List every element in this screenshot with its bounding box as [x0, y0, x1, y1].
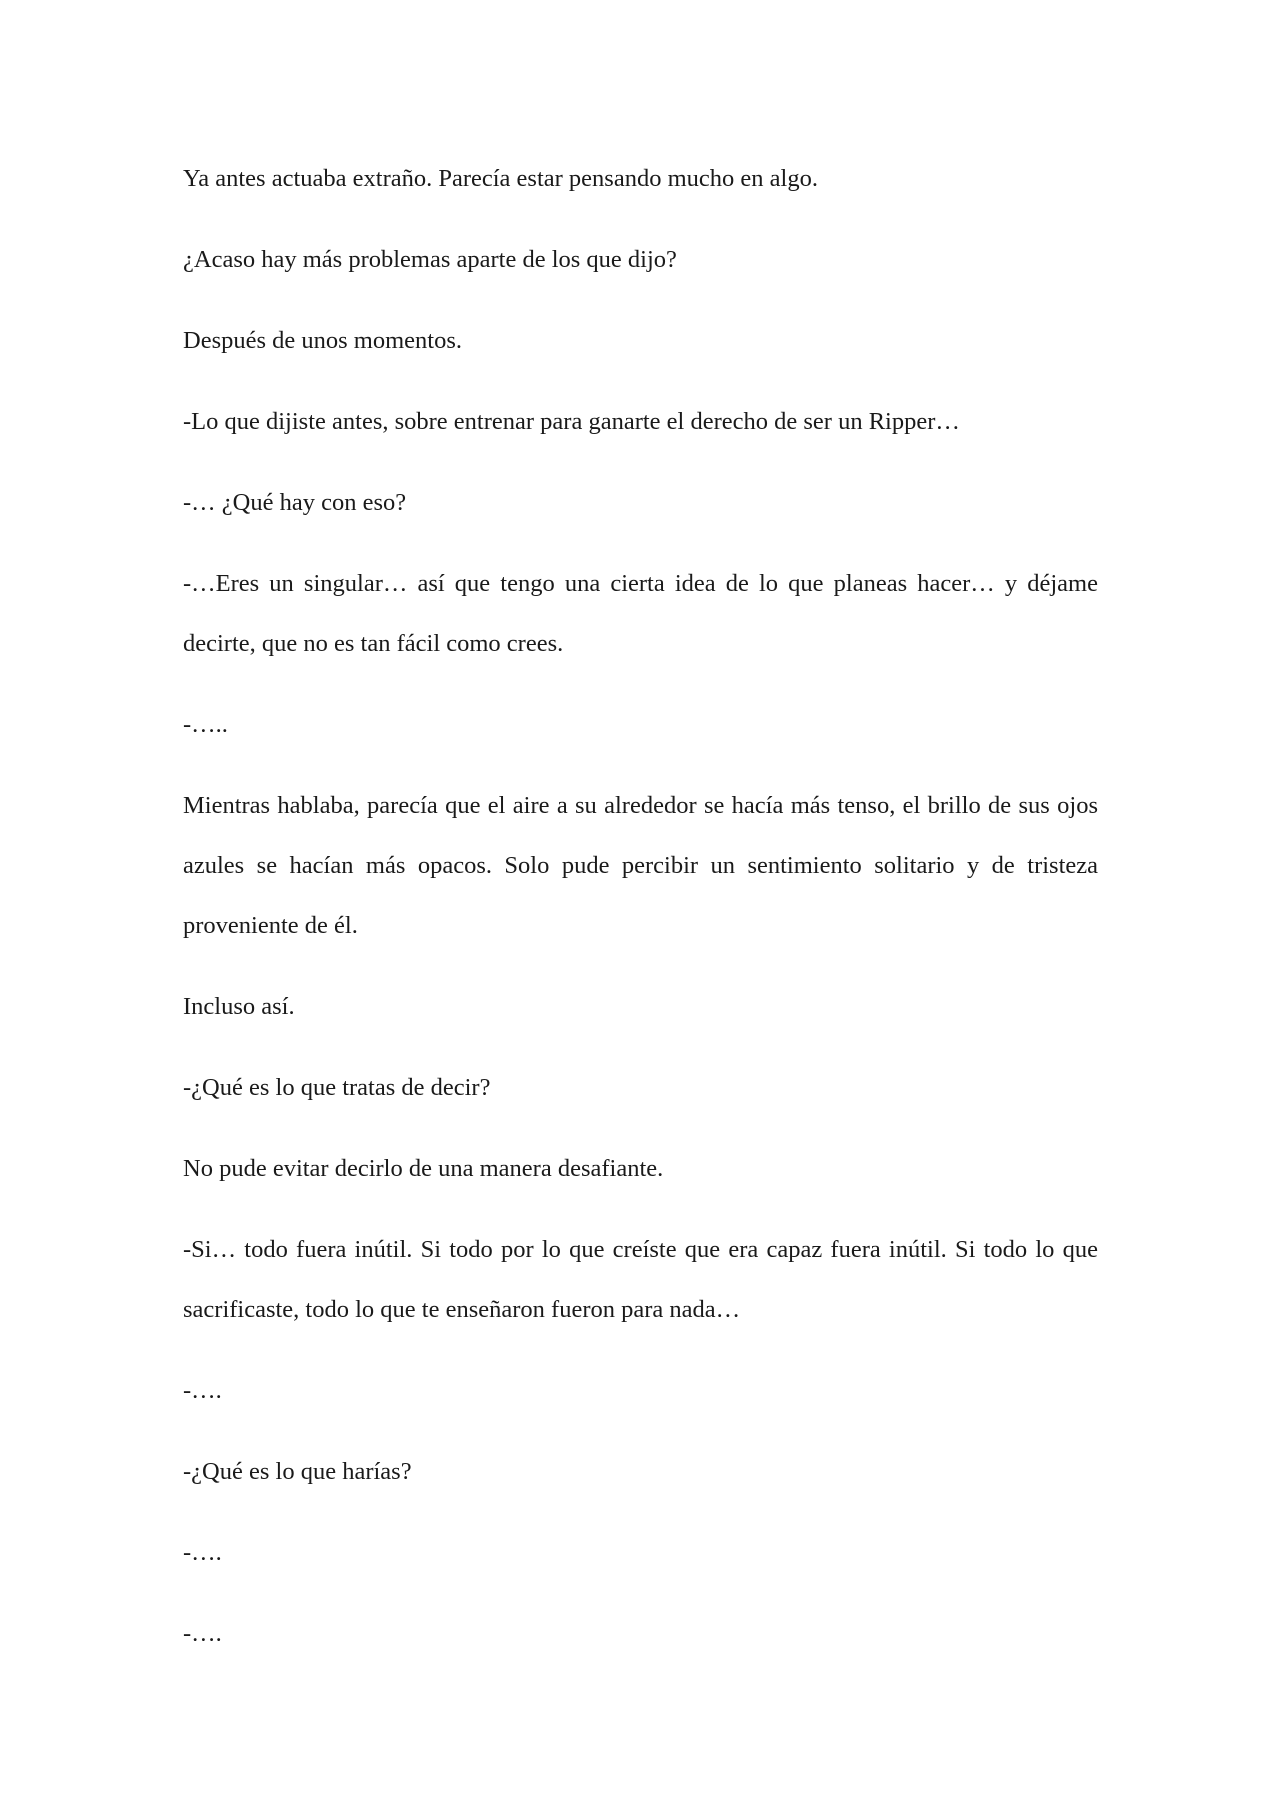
paragraph: -Lo que dijiste antes, sobre entrenar para ganarte el derecho de ser un Ripper…: [183, 408, 960, 435]
paragraph: -¿Qué es lo que tratas de decir?: [183, 1074, 491, 1101]
paragraph: -….: [183, 1620, 222, 1647]
paragraph: -… ¿Qué hay con eso?: [183, 489, 407, 516]
paragraph: Ya antes actuaba extraño. Parecía estar pensando mucho en algo.: [183, 165, 818, 192]
paragraph: -¿Qué es lo que harías?: [183, 1458, 412, 1485]
paragraph: -…..: [183, 711, 228, 738]
paragraph: Después de unos momentos.: [183, 327, 462, 354]
paragraph: No pude evitar decirlo de una manera desafiante.: [183, 1155, 664, 1182]
paragraph: -….: [183, 1539, 222, 1566]
paragraph: Mientras hablaba, parecía que el aire a su alrededor se hacía más tenso, el brillo de sus ojos azules se hacían más opacos. Solo pude percibir un sentimiento solitario y de tristeza proveniente de él.: [183, 792, 1098, 939]
paragraph: -…Eres un singular… así que tengo una cierta idea de lo que planeas hacer… y déjame decirte, que no es tan fácil como crees.: [183, 570, 1098, 657]
paragraph: -Si… todo fuera inútil. Si todo por lo que creíste que era capaz fuera inútil. Si todo lo que sacrificaste, todo lo que te enseñaron fueron para nada…: [183, 1236, 1098, 1323]
paragraph: Incluso así.: [183, 993, 295, 1020]
text-body: [183, 149, 1098, 1685]
paragraph: ¿Acaso hay más problemas aparte de los que dijo?: [183, 246, 677, 273]
paragraph: -….: [183, 1377, 222, 1404]
